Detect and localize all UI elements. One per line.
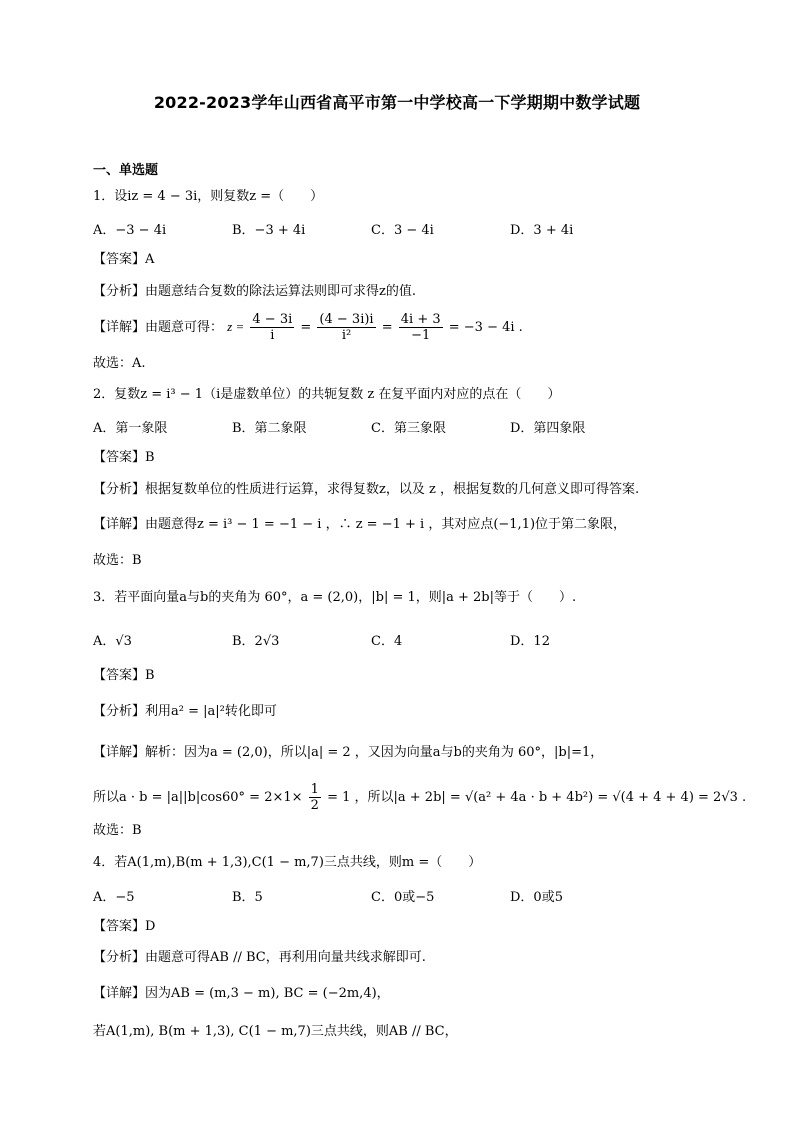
q3-option-b: B．2√3 [232, 634, 280, 649]
q2-option-a: A．第一象限 [93, 421, 168, 436]
q4-option-d: D．0或5 [510, 890, 563, 905]
q3-analysis: 【分析】利用a² = |a|²转化即可 [93, 704, 277, 719]
q1-option-c: C．3 − 4i [371, 223, 434, 238]
q3-conclusion: 故选：B [93, 823, 142, 838]
section-heading: 一、单选题 [93, 163, 159, 178]
q3-detail-2-head: 所以a · b = |a||b|cos60° = 2×1× [93, 790, 303, 805]
q4-detail: 【详解】因为AB = (m,3 − m), BC = (−2m,4)， [93, 986, 390, 1001]
q1-option-a: A．−3 − 4i [93, 223, 167, 238]
q3-option-a: A．√3 [93, 634, 132, 649]
q1-detail: 【详解】由题意可得： z = $\frac{4 - 3i}{i}$ = $\frac{(4 - 3i)i}{\text{i²}}$ = $\frac{4i + 3}{-1}$ = −3 − 4i . [93, 312, 523, 343]
question-1-stem: 1．设iz = 4 − 3i，则复数z =（ ） [93, 189, 324, 204]
q3-answer: 【答案】B [93, 668, 155, 683]
q2-analysis: 【分析】根据复数单位的性质进行运算，求得复数z，以及 z ，根据复数的几何意义即可得答案. [93, 482, 640, 497]
q3-detail-2 [93, 782, 746, 813]
question-4-stem: 4．若A(1,m),B(m + 1,3),C(1 − m,7)三点共线，则m =（ ） [93, 855, 482, 870]
q1-detail-lhs: z = [227, 319, 245, 334]
q1-analysis: 【分析】由题意结合复数的除法运算法则即可求得z的值. [93, 284, 416, 299]
q3-option-d: D．12 [510, 634, 550, 649]
q1-detail-tail: = −3 − 4i . [448, 320, 523, 335]
q2-option-c: C．第三象限 [371, 421, 446, 436]
question-3-stem: 3．若平面向量a与b的夹角为 60°，a = (2,0)，|b| = 1，则|a + 2b|等于（ ）. [93, 590, 577, 605]
q1-fraction-1: $\frac{4 - 3i}{i}$ [252, 312, 293, 343]
q4-option-a: A．−5 [93, 890, 135, 905]
q1-detail-label: 【详解】由题意可得： [93, 320, 224, 335]
q3-detail-2-tail: = 1 ，所以|a + 2b| = √(a² + 4a · b + 4b²) = √(4 + 4 + 4) = 2√3 . [327, 790, 747, 805]
page-title: 2022-2023学年山西省高平市第一中学校高一下学期期中数学试题 [153, 93, 641, 112]
q2-option-b: B．第二象限 [232, 421, 307, 436]
q1-fraction-3: $\frac{4i + 3}{-1}$ [400, 312, 441, 343]
q1-option-b: B．−3 + 4i [232, 223, 306, 238]
q1-answer: 【答案】A [93, 252, 155, 267]
q1-option-d: D．3 + 4i [510, 223, 574, 238]
q2-option-d: D．第四象限 [510, 421, 586, 436]
q3-detail-1: 【详解】解析：因为a = (2,0)，所以|a| = 2 ，又因为向量a与b的夹角为 60°，|b|=1， [93, 745, 604, 760]
q3-half-fraction: $\frac{1}{2}$ [310, 782, 319, 813]
q4-option-b: B．5 [232, 890, 263, 905]
q1-fraction-2: $\frac{(4 - 3i)i}{\text{i²}}$ [319, 312, 374, 343]
q3-option-c: C．4 [371, 634, 403, 649]
q2-detail: 【详解】由题意得z = i³ − 1 = −1 − i ，∴ z = −1 + i ，其对应点(−1,1)位于第二象限， [93, 517, 627, 532]
q1-conclusion: 故选：A. [93, 356, 146, 371]
question-2-stem: 2．复数z = i³ − 1（i是虚数单位）的共轭复数 z 在复平面内对应的点在（ ） [93, 387, 561, 402]
q4-analysis: 【分析】由题意可得AB // BC，再利用向量共线求解即可. [93, 950, 426, 965]
q2-answer: 【答案】B [93, 450, 155, 465]
q2-conclusion: 故选：B [93, 553, 142, 568]
q4-option-c: C．0或−5 [371, 890, 435, 905]
q4-last-line: 若A(1,m), B(m + 1,3), C(1 − m,7)三点共线，则AB // BC， [93, 1024, 458, 1039]
q4-answer: 【答案】D [93, 919, 156, 934]
